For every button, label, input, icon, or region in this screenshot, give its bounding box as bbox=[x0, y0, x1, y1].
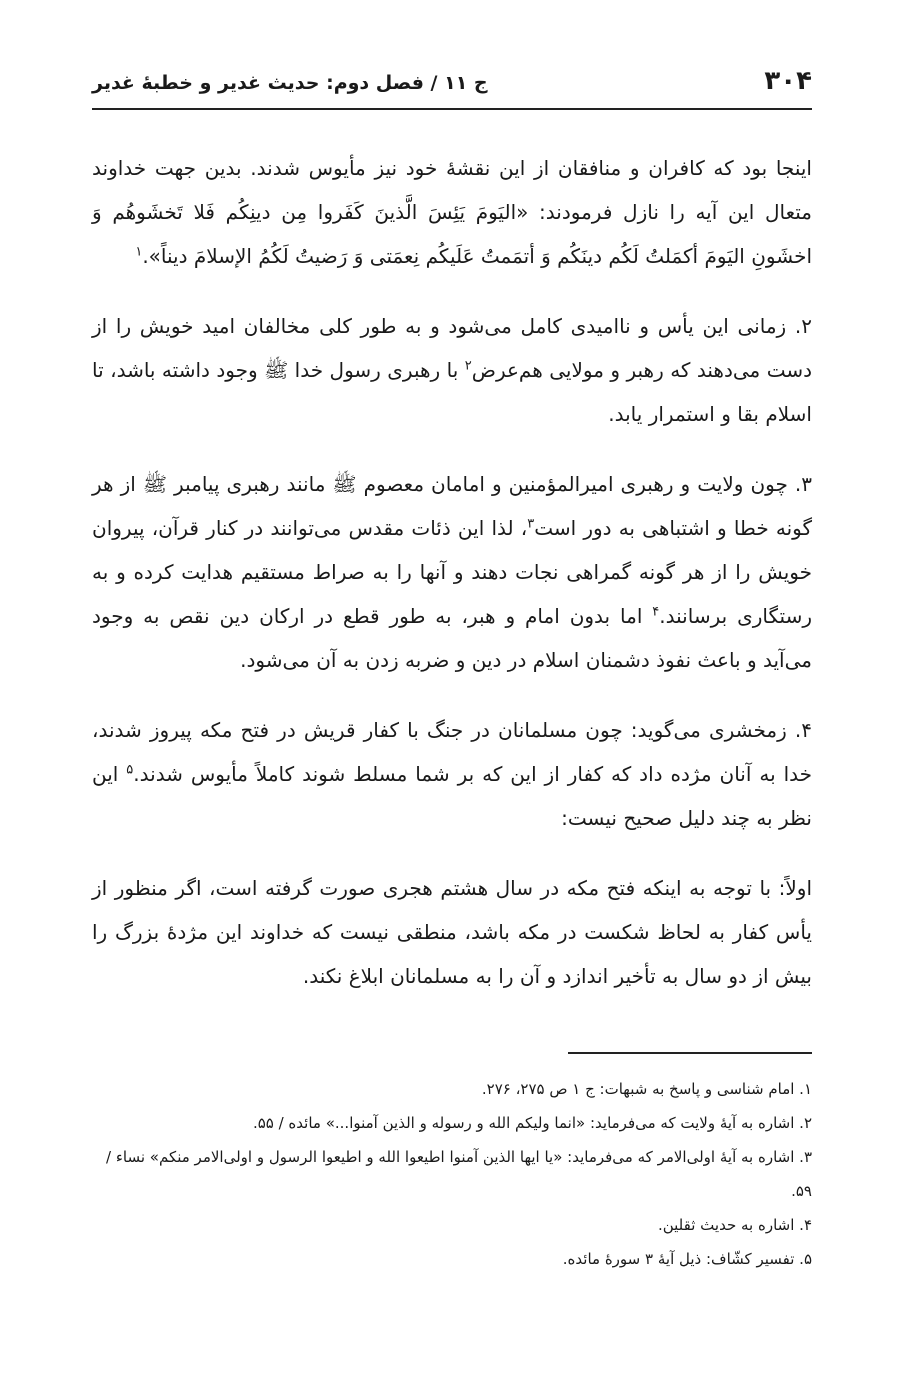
footnote-3: ۳. اشاره به آیهٔ اولی‌الامر که می‌فرماید: «یا ایها الذین آمنوا اطیعوا الله و اطیعوا الرسول و اولی‌الامر منکم» نساء / ۵۹. bbox=[106, 1148, 812, 1200]
footnote-2: ۲. اشاره به آیهٔ ولایت که می‌فرماید: «انما ولیکم الله و رسوله و الذین آمنوا...» مائده / ۵۵. bbox=[252, 1114, 812, 1132]
book-page bbox=[92, 60, 812, 1276]
paragraph-4 bbox=[92, 708, 812, 840]
footnote-ref-4: ۴ bbox=[652, 604, 660, 620]
footnote-5: ۵. تفسیر کشّاف: ذیل آیهٔ ۳ سورهٔ مائده. bbox=[562, 1250, 812, 1268]
page-header bbox=[92, 60, 812, 110]
running-head: ج ۱۱ / فصل دوم: حدیث غدیر و خطبهٔ غدیر bbox=[92, 72, 488, 94]
paragraph-2-text-before: ۲. زمانی این یأس و ناامیدی کامل می‌شود و به طور کلی مخالفان امید خویش را از دست می‌دهند که رهبر و مولایی هم‌عرض bbox=[92, 314, 813, 382]
footnote-ref-1: ۱ bbox=[135, 244, 143, 260]
paragraph-4-text-before: ۴. زمخشری می‌گوید: چون مسلمانان در جنگ با کفار قریش در فتح مکه پیروز شدند، خدا به آنان مژده داد که کفار از این که بر شما مسلط شوند کاملاً مأیوس شدند. bbox=[92, 718, 812, 786]
body-text bbox=[92, 146, 812, 998]
footnote-1: ۱. امام شناسی و پاسخ به شبهات: ج ۱ ص ۲۷۵، ۲۷۶. bbox=[481, 1080, 812, 1098]
footnote-divider bbox=[568, 1052, 812, 1054]
footnotes bbox=[92, 1072, 812, 1276]
paragraph-5 bbox=[92, 866, 812, 998]
paragraph-2 bbox=[92, 304, 812, 436]
paragraph-1-text: اینجا بود که کافران و منافقان از این نقشهٔ خود نیز مأیوس شدند. بدین جهت خداوند متعال این آیه را نازل فرمودند: «الیَومَ یَئِسَ الَّذینَ کَفَروا مِن دینِکُم فَلا تَخشَوهُم وَ اخشَونِ الیَومَ أکمَلتُ لَکُم دینَکُم وَ أتمَمتُ عَلَیکُم نِعمَتی وَ رَضیتُ لَکُمُ الإسلامَ دیناً». bbox=[92, 156, 812, 268]
paragraph-4-text-after: این نظر به چند دلیل صحیح نیست: bbox=[92, 762, 812, 830]
paragraph-3 bbox=[92, 462, 812, 682]
paragraph-3-text-before: ۳. چون ولایت و رهبری امیرالمؤمنین و امامان معصوم ﷺ مانند رهبری پیامبر ﷺ از هر گونه خطا و اشتباهی به دور است bbox=[92, 472, 813, 540]
paragraph-3-text-after: اما بدون امام و هبر، به طور قطع در ارکان دین نقص به وجود می‌آید و باعث نفوذ دشمنان اسلام در دین و ضربه زدن به آن می‌شود. bbox=[92, 604, 812, 672]
footnote-ref-3: ۳ bbox=[527, 516, 535, 532]
footnote-ref-5: ۵ bbox=[126, 762, 134, 778]
footnote-ref-2: ۲ bbox=[464, 358, 472, 374]
paragraph-3-text-middle: ، لذا این ذئات مقدس می‌توانند در کنار قرآن، پیروان خویش را از هر گونه گمراهی نجات دهند و آنها را به صراط مستقیم هدایت کرده و به رستگاری برسانند. bbox=[92, 516, 813, 628]
footnote-4: ۴. اشاره به حدیث ثقلین. bbox=[657, 1216, 812, 1234]
paragraph-2-text-after: با رهبری رسول خدا ﷺ وجود داشته باشد، تا اسلام بقا و استمرار یابد. bbox=[92, 358, 812, 426]
paragraph-1 bbox=[92, 146, 812, 278]
paragraph-5-text: اولاً: با توجه به اینکه فتح مکه در سال هشتم هجری صورت گرفته است، اگر منظور از یأس کفار به لحاظ شکست در مکه باشد، منطقی نیست که خداوند این مژدهٔ بزرگ را بیش از دو سال به تأخیر اندازد و آن را به مسلمانان ابلاغ نکند. bbox=[92, 876, 812, 988]
page-number: ۳۰۴ bbox=[764, 66, 812, 96]
